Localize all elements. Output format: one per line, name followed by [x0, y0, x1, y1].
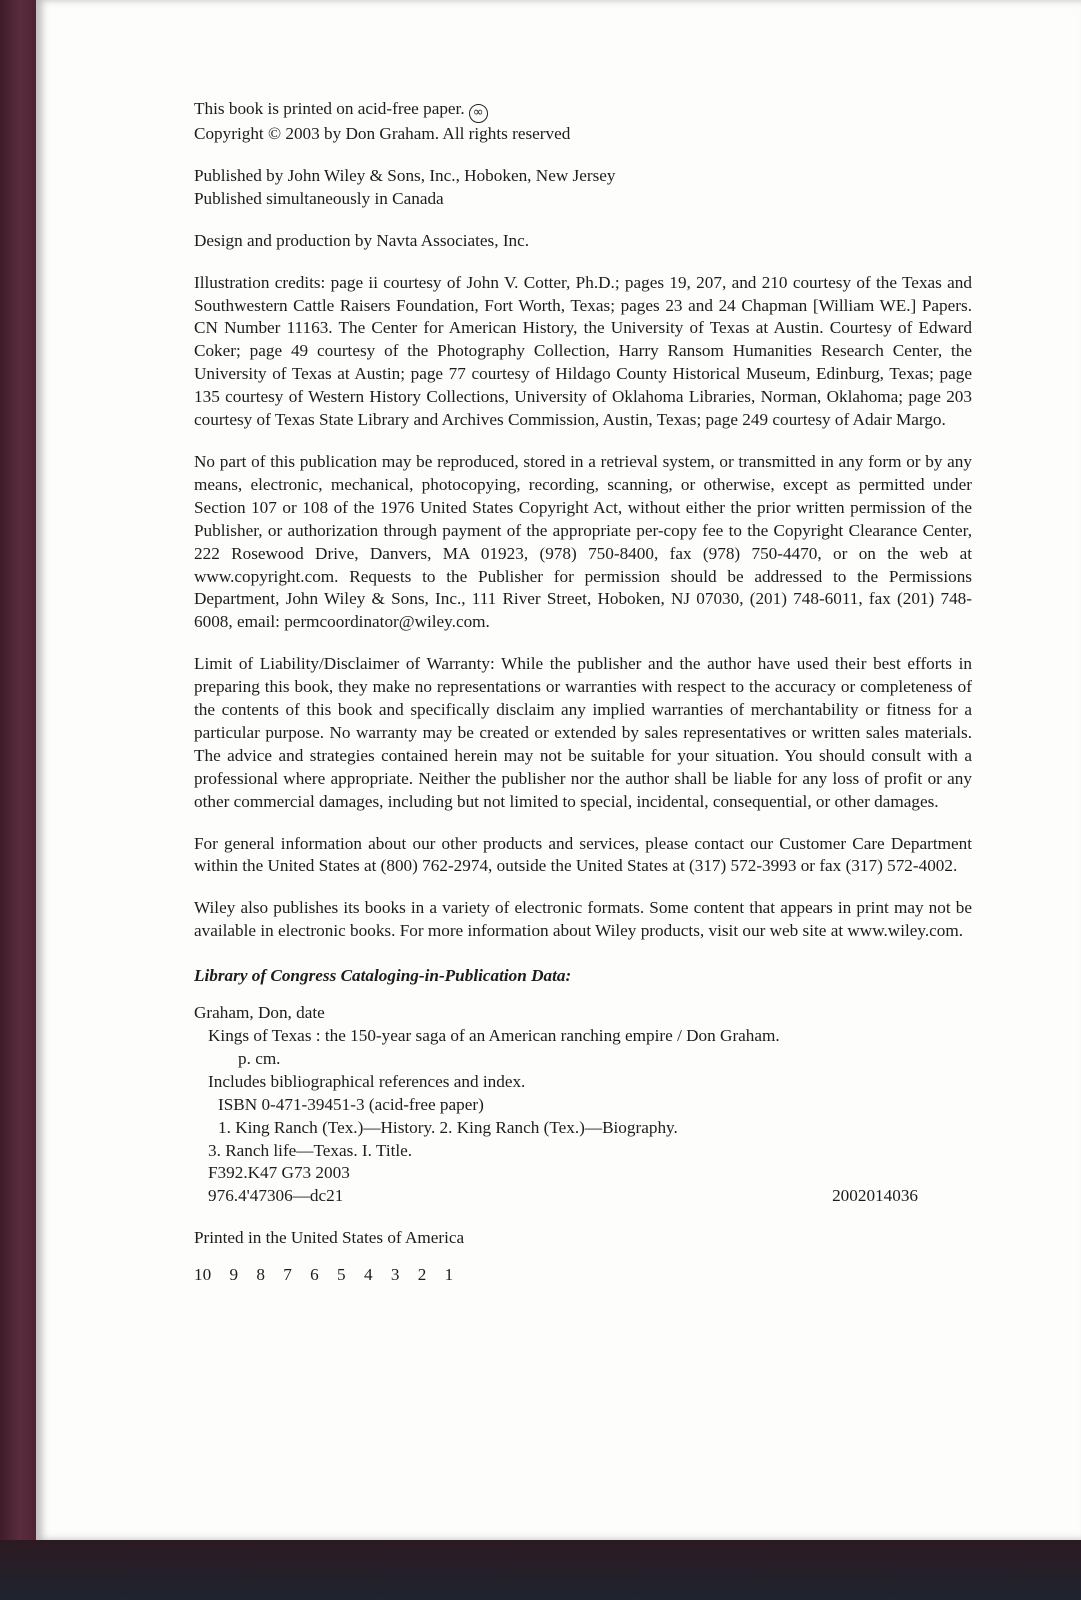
infinity-icon: ∞ — [469, 104, 488, 123]
publisher-line: Published by John Wiley & Sons, Inc., Hoboken, New Jersey — [194, 165, 616, 185]
permissions-paragraph: No part of this publication may be reproduced, stored in a retrieval system, or transmitted in any form or by any means, electronic, mechanical, photocopying, recording, scanning, or otherwise, except as permitted under Section 107 or 108 of the 1976 United States Copyright Act, without either the prior written permission of the Publisher, or authorization through payment of the appropriate per-copy fee to the Copyright Clearance Center, 222 Rosewood Drive, Danvers, MA 01923, (978) 750-8400, fax (978) 750-4470, or on the web at www.copyright.com. Requests to the Publisher for permission should be addressed to the Permissions Department, John Wiley & Sons, Inc., 111 River Street, Hoboken, NJ 07030, (201) 748-6011, fax (201) 748-6008, email: permcoordinator@wiley.com. — [194, 451, 972, 632]
cip-subjects-1: 1. King Ranch (Tex.)—History. 2. King Ranch (Tex.)—Biography. — [218, 1117, 678, 1137]
acid-free-text: This book is printed on acid-free paper. — [194, 99, 465, 118]
cip-lc-class: F392.K47 G73 2003 — [208, 1163, 350, 1183]
acid-free-line — [194, 98, 972, 123]
cip-author: Graham, Don, date — [194, 1003, 325, 1023]
page-content — [194, 98, 972, 1287]
cip-pages: p. cm. — [238, 1048, 281, 1068]
cip-includes: Includes bibliographical references and index. — [208, 1071, 526, 1091]
design-credit: Design and production by Navta Associates, Inc. — [194, 230, 530, 250]
cip-dewey: 976.4'47306—dc21 — [208, 1186, 344, 1206]
customer-care-paragraph: For general information about our other products and services, please contact our Customer Care Department within the United States at (800) 762-2974, outside the United States at (317) 572-3993 or fax (317) 572-4002. — [194, 833, 972, 876]
printed-in: Printed in the United States of America — [194, 1228, 465, 1248]
publisher-block — [194, 165, 972, 211]
illustration-credits: Illustration credits: page ii courtesy of John V. Cotter, Ph.D.; pages 19, 207, and 210 courtesy of the Texas and Southwestern Cattle Raisers Foundation, Fort Worth, Texas; pages 23 and 24 Chapman [William WE.] Papers. CN Number 11163. The Center for American History, the University of Texas at Austin. Courtesy of Edward Coker; page 49 courtesy of the Photography Collection, Harry Ransom Humanities Research Center, the University of Texas at Austin; page 77 courtesy of Hildago County Historical Museum, Edinburg, Texas; page 135 courtesy of Western History Collections, University of Oklahoma Libraries, Norman, Oklahoma; page 203 courtesy of Texas State Library and Archives Commission, Austin, Texas; page 249 courtesy of Adair Margo. — [194, 272, 972, 430]
page-shadow — [0, 1540, 1081, 1600]
copyright-page — [36, 0, 1081, 1540]
cip-isbn: ISBN 0-471-39451-3 (acid-free paper) — [218, 1094, 484, 1114]
electronic-formats-paragraph: Wiley also publishes its books in a variety of electronic formats. Some content that appears in print may not be available in electronic books. For more information about Wiley products, visit our web site at www.wiley.com. — [194, 898, 972, 941]
cip-subjects-2: 3. Ranch life—Texas. I. Title. — [208, 1140, 413, 1160]
cip-title: Kings of Texas : the 150-year saga of an American ranching empire / Don Graham. — [208, 1026, 780, 1045]
cip-dewey-row — [194, 1185, 918, 1208]
cip-block — [194, 1002, 972, 1208]
print-line: 10 9 8 7 6 5 4 3 2 1 — [194, 1265, 454, 1285]
cip-heading: Library of Congress Cataloging-in-Publication Data: — [194, 966, 572, 986]
disclaimer-paragraph: Limit of Liability/Disclaimer of Warranty: While the publisher and the author have used their best efforts in preparing this book, they make no representations or warranties with respect to the accuracy or completeness of the contents of this book and specifically disclaim any implied warranties of merchantability or fitness for a particular purpose. No warranty may be created or extended by sales representatives or written sales materials. The advice and strategies contained herein may not be suitable for your situation. You should consult with a professional where appropriate. Neither the publisher nor the author shall be liable for any loss of profit or any other commercial damages, including but not limited to special, incidental, consequential, or other damages. — [194, 654, 972, 811]
copyright-line: Copyright © 2003 by Don Graham. All rights reserved — [194, 124, 571, 143]
canada-line: Published simultaneously in Canada — [194, 188, 444, 208]
cip-lccn: 2002014036 — [832, 1186, 918, 1206]
